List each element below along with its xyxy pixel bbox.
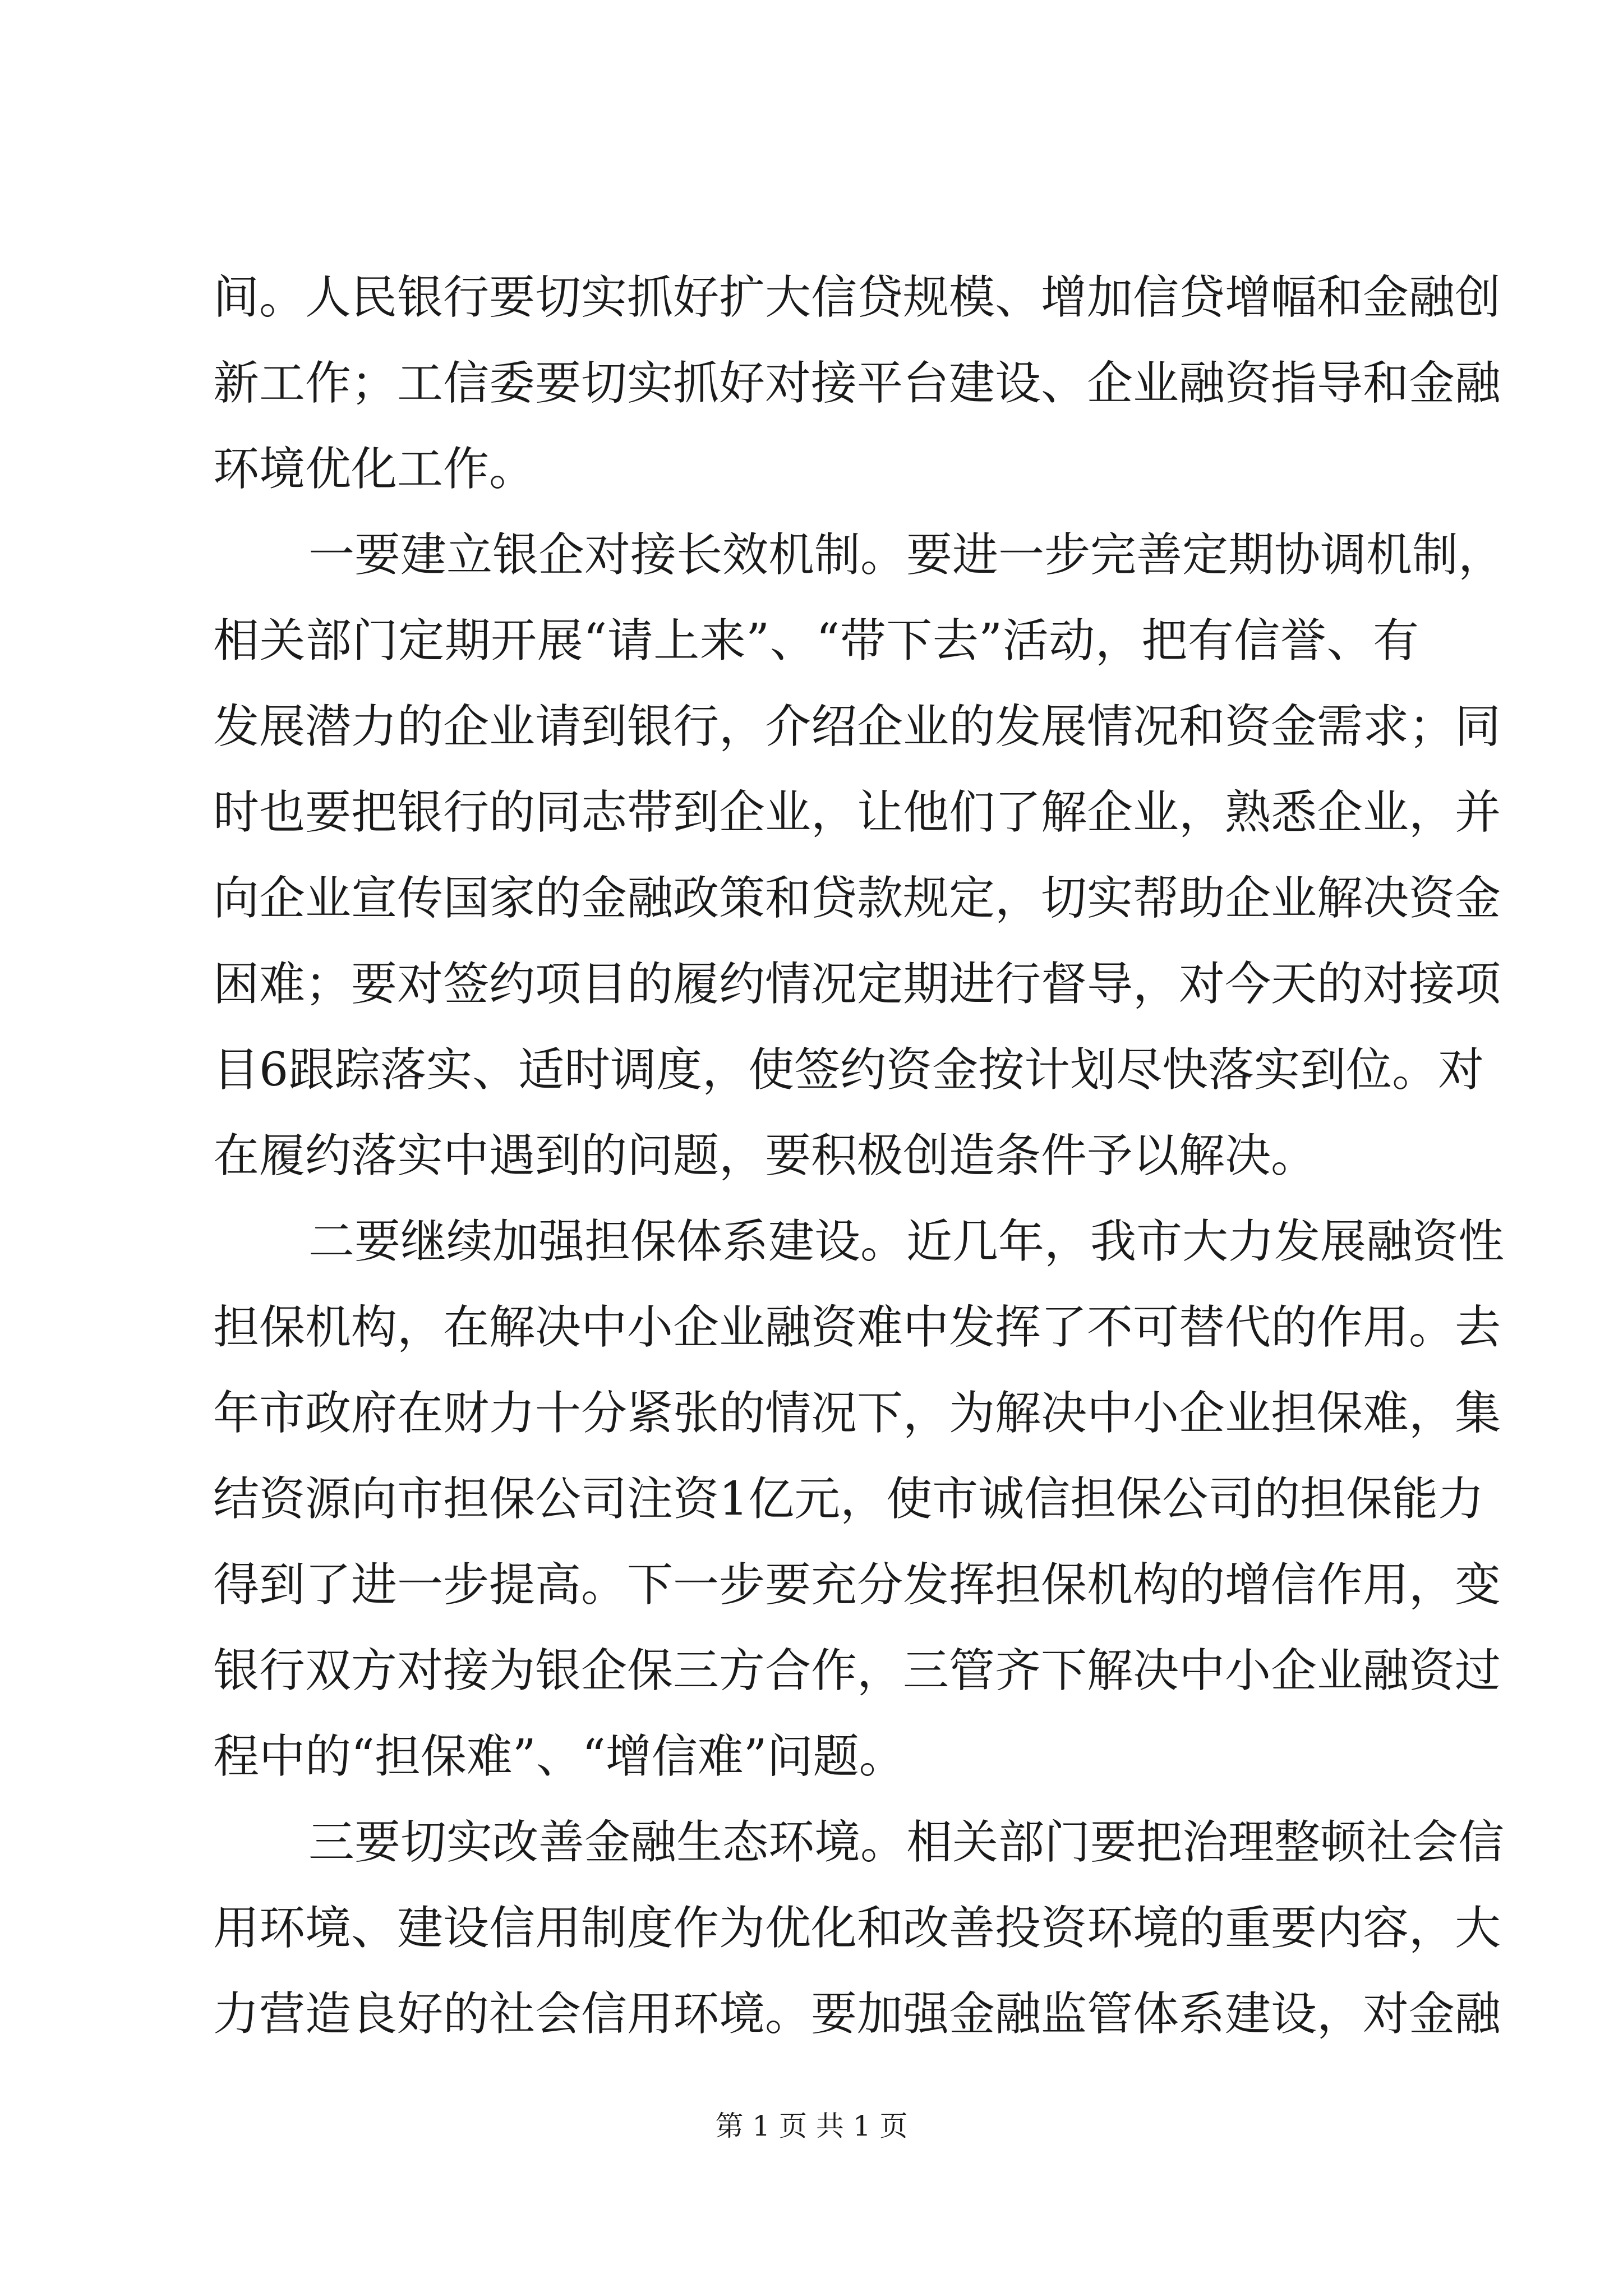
- paragraph-3: [213, 1199, 1505, 1800]
- text-line: 环境优化工作。: [213, 443, 536, 496]
- text-line: 发展潜力的企业请到银行，介绍企业的发展情况和资金需求；同: [213, 700, 1501, 753]
- text-line: 二要继续加强担保体系建设。近几年，我市大力发展融资性: [308, 1215, 1505, 1268]
- text-line: 用环境、建设信用制度作为优化和改善投资环境的重要内容，大: [213, 1902, 1501, 1955]
- text-line: 三要切实改善金融生态环境。相关部门要把治理整顿社会信: [308, 1816, 1505, 1869]
- text-line: 困难；要对签约项目的履约情况定期进行督导，对今天的对接项: [213, 958, 1501, 1011]
- text-line: 结资源向市担保公司注资1亿元，使市诚信担保公司的担保能力: [213, 1473, 1484, 1526]
- paragraph-1: [213, 255, 1501, 512]
- text-line: 银行双方对接为银企保三方合作，三管齐下解决中小企业融资过: [213, 1644, 1501, 1697]
- text-line: 向企业宣传国家的金融政策和贷款规定，切实帮助企业解决资金: [213, 872, 1501, 925]
- text-line: 在履约落实中遇到的问题，要积极创造条件予以解决。: [213, 1129, 1317, 1182]
- text-line: 相关部门定期开展“请上来”、“带下去”活动，把有信誉、有: [213, 614, 1419, 668]
- paragraph-4: [213, 1800, 1505, 2057]
- text-line: 年市政府在财力十分紧张的情况下，为解决中小企业担保难，集: [213, 1387, 1501, 1440]
- page-footer: 第 1 页 共 1 页: [715, 2110, 908, 2142]
- paragraph-2: [213, 512, 1505, 1199]
- text-line: 担保机构，在解决中小企业融资难中发挥了不可替代的作用。去: [213, 1301, 1501, 1354]
- text-line: 间。人民银行要切实抓好扩大信贷规模、增加信贷增幅和金融创: [213, 271, 1501, 324]
- text-line: 新工作；工信委要切实抓好对接平台建设、企业融资指导和金融: [213, 357, 1501, 410]
- text-line: 程中的“担保难”、“增信难”问题。: [213, 1730, 905, 1783]
- text-line: 时也要把银行的同志带到企业，让他们了解企业，熟悉企业，并: [213, 786, 1501, 839]
- text-line: 目6跟踪落实、适时调度，使签约资金按计划尽快落实到位。对: [213, 1043, 1484, 1097]
- text-line: 一要建立银企对接长效机制。要进一步完善定期协调机制，: [308, 528, 1505, 582]
- body-text: [213, 255, 1505, 2057]
- text-line: 力营造良好的社会信用环境。要加强金融监管体系建设，对金融: [213, 1987, 1501, 2041]
- text-line: 得到了进一步提高。下一步要充分发挥担保机构的增信作用，变: [213, 1558, 1501, 1612]
